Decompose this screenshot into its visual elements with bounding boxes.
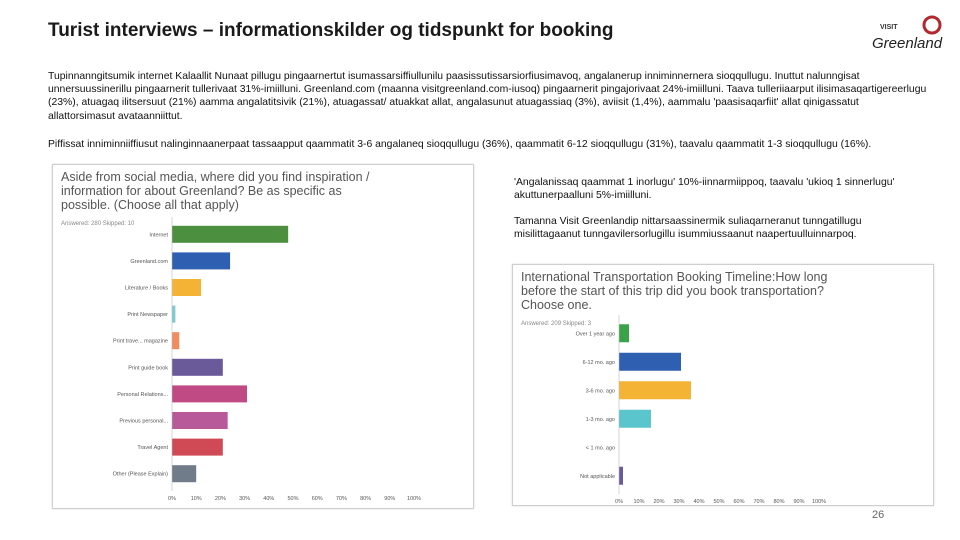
x-tick-label: 40% [263,496,275,502]
category-label: Literature / Books [124,285,168,292]
category-label: Previous personal... [119,418,168,425]
bar [619,467,623,485]
visit-greenland-logo [866,12,950,56]
category-label: Print guide book [128,365,168,372]
bar [172,385,247,402]
note-paragraph-1: 'Angalanissaq qaammat 1 inorlugu' 10%-iinnarmiippoq, taavalu 'ukioq 1 sinnerlugu' akuttunerpaalluni 5%-imiilluni. [514,177,895,201]
x-tick-label: 80% [360,496,372,502]
x-tick-label: 40% [693,499,705,505]
x-tick-label: 10% [633,499,645,505]
chart-title: before the start of this trip did you book transportation? [521,284,824,298]
category-label: Internet [149,232,168,239]
category-label: Over 1 year ago [575,331,615,338]
category-label: Print Newspaper [127,312,168,319]
category-label: Personal Relations... [117,391,168,398]
bar [172,226,288,243]
category-label: Travel Agent [137,445,168,452]
bar [172,332,179,349]
x-tick-label: 0% [615,499,623,505]
category-label: Greenland.com [130,258,168,265]
bar [172,279,201,296]
bar [172,439,223,456]
bar [172,465,196,482]
x-tick-label: 90% [793,499,805,505]
chart-title: Aside from social media, where did you find inspiration / [61,170,370,184]
body-paragraph-2: Piffissat inniminniiffiusut nalinginnaanerpaat tassaapput qaammatit 3-6 angalaneq sioqqullugu (36%), qaammatit 6-12 sioqqullugu (31%), taavalu qaammatit 1-3 sioqqullugu (16%). [48,139,872,150]
category-label: 1-3 mo. ago [585,416,615,423]
bar [619,381,691,399]
booking-timeline-chart [512,264,934,506]
logo-top-word: VISIT [880,24,898,31]
booking-timeline-chart-svg [513,265,933,505]
chart-title: International Transportation Booking Timeline:How long [521,270,828,284]
bar [172,412,228,429]
bar [619,324,629,342]
x-tick-label: 90% [384,496,396,502]
chart-subtitle: Answered: 209 Skipped: 3 [521,321,592,327]
x-tick-label: 80% [773,499,785,505]
bar [172,306,175,323]
logo-ring-icon [924,17,940,33]
chart-title: Choose one. [521,298,592,312]
page-number: 26 [872,509,885,521]
chart-subtitle: Answered: 280 Skipped: 10 [61,221,135,227]
x-tick-label: 30% [239,496,251,502]
category-label: Not applicable [580,473,615,480]
inspiration-sources-chart-svg [53,165,473,508]
x-tick-label: 30% [673,499,685,505]
x-tick-label: 50% [287,496,299,502]
x-tick-label: 10% [190,496,202,502]
x-tick-label: 0% [168,496,176,502]
body-paragraph-1: Tupinnanngitsumik internet Kalaallit Nunaat pillugu pingaarnertut isumassarsiffiullunilu paasissutissarsiorfiusimavoq, angalanerup inniminnernera sioqqullugu. Inuttut nalunngisat unnersuussinerillu pingaarnerit tullerivaat 31%-imiilluni. Greenland.com (maanna visitgreenland.com-iusoq) pingaarnerit pingajorivaat 24%-imiilluni. Taava tulleriiaarput ilisimasaqartigereerlugu (23%), atuagaq ilitsersuut (21%) aamma angalatitsivik (21%), atuagassat/ atuakkat allat, angalasunut atuagassiaq (3%), aviisit (1,4%), aammalu 'paasisaqarfiit' allat qinigassatut allattorsimasut avataanniittut. [48,71,927,122]
logo-script-word: Greenland [872,35,943,52]
category-label: < 1 mo. ago [585,445,615,452]
note-paragraph-2: Tamanna Visit Greenlandip nittarsaassinermik suliaqarneranut tunngatillugu misilittagaanut tunngavilersorlugillu isummiussaanut naapertuulluinnarpoq. [514,216,862,240]
chart-title: possible. (Choose all that apply) [61,198,239,212]
x-tick-label: 60% [311,496,323,502]
chart-title: information for about Greenland? Be as specific as [61,184,342,198]
x-tick-label: 100% [811,499,827,505]
x-tick-label: 100% [406,496,422,502]
x-tick-label: 60% [733,499,745,505]
bar [619,353,681,371]
x-tick-label: 20% [214,496,226,502]
visit-greenland-logo-icon [866,12,950,56]
inspiration-sources-chart [52,164,474,509]
category-label: 3-6 mo. ago [585,388,615,395]
bar [172,252,230,269]
bar [619,410,651,428]
category-label: Print trave... magazine [112,338,168,345]
category-label: 6-12 mo. ago [582,359,615,366]
slide-title: Turist interviews – informationskilder og tidspunkt for booking [48,20,614,41]
category-label: Other (Please Explain) [112,471,168,478]
bar [172,359,223,376]
x-tick-label: 20% [653,499,665,505]
x-tick-label: 70% [335,496,347,502]
x-tick-label: 50% [713,499,725,505]
x-tick-label: 70% [753,499,765,505]
